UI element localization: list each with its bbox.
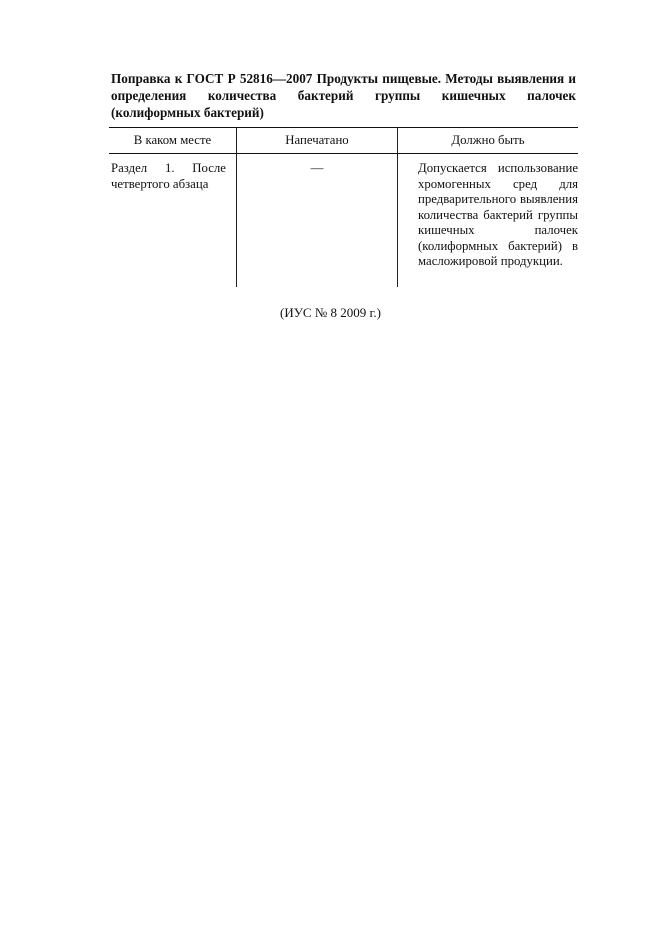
amendment-table (109, 127, 578, 287)
cell-should-be: Допускается использование хромогенных сред для предварительного выявления количества бактерий группы кишечных палочек (колиформных бактерий) в масложировой продукции. (398, 154, 579, 288)
table-header-row (109, 128, 578, 154)
column-header-should-be: Должно быть (398, 128, 579, 154)
table-row (109, 154, 578, 288)
cell-place: Раздел 1. После четвертого абзаца (111, 161, 226, 191)
column-header-place: В каком месте (109, 128, 237, 154)
source-reference: (ИУС № 8 2009 г.) (280, 305, 381, 320)
amendment-heading: Поправка к ГОСТ Р 52816—2007 Продукты пищевые. Методы выявления и определения количества бактерий группы кишечных палочек (колиформных бактерий) (111, 71, 576, 120)
cell-printed: — (237, 154, 398, 288)
column-header-printed: Напечатано (237, 128, 398, 154)
